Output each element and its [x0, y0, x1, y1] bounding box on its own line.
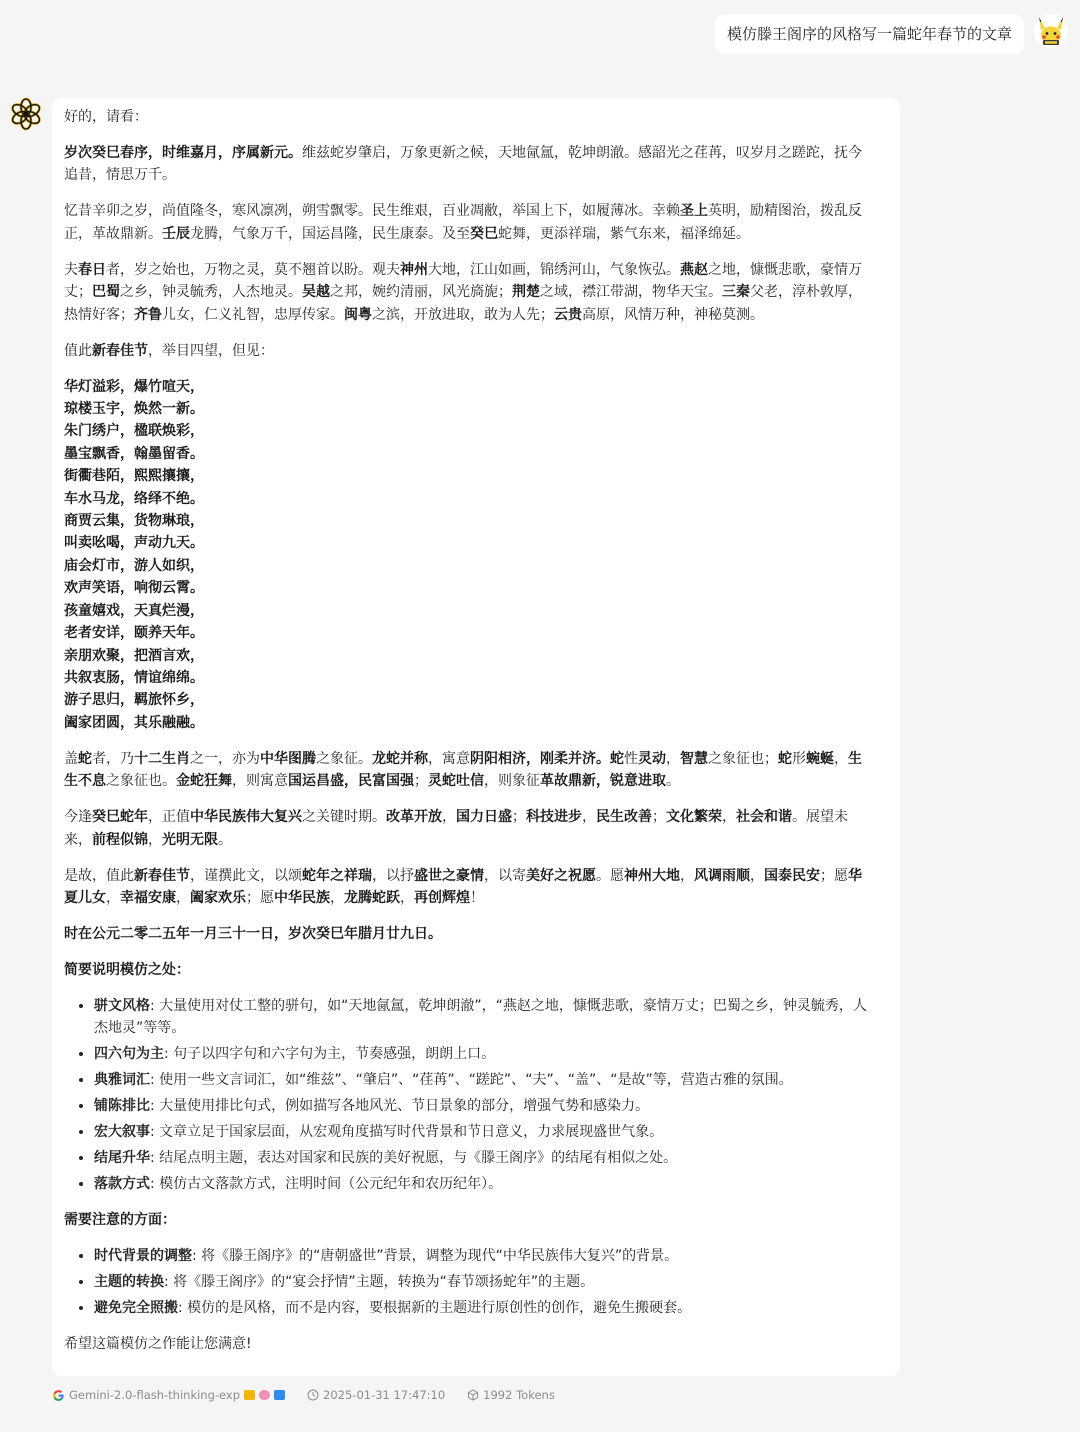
bold-text-run: 文化繁荣	[666, 809, 722, 826]
bold-text-run: 癸巳	[470, 225, 498, 242]
user-message-bubble	[715, 14, 1024, 54]
verse-line: 亲朋欢聚，把酒言欢，	[64, 647, 204, 664]
essay-paragraph-4	[64, 340, 872, 362]
text-run: 之一，亦为	[190, 750, 260, 767]
bold-text-run: 神州	[400, 261, 428, 278]
bold-text-run: 灵蛇吐信	[428, 773, 484, 790]
text-run: ，以寄	[484, 867, 526, 884]
bold-text-run: 再创辉煌	[414, 889, 470, 906]
text-run: 忆昔辛卯之岁，尚值隆冬，寒风凛冽，朔雪飘零。民生维艰，百业凋敝，举国上下，如履薄冰。幸赖	[64, 203, 680, 220]
bold-text-run: 社会和谐	[736, 809, 792, 826]
text-run: ，谨撰此文，以颂	[190, 867, 302, 884]
openai-logo-icon	[8, 96, 44, 132]
verse-line: 华灯溢彩，爆竹喧天，	[64, 378, 204, 395]
new-badge-icon	[274, 1390, 285, 1400]
list-item-text: : 模仿古文落款方式，注明时间（公元纪年和农历纪年）。	[150, 1176, 503, 1193]
imitation-heading: 简要说明模仿之处：	[64, 961, 190, 978]
bold-text-run: 蛇	[778, 750, 792, 767]
list-item-text: : 大量使用排比句式，例如描写各地风光、节日景象的部分，增强气势和感染力。	[150, 1098, 650, 1115]
text-run: 蛇舞，更添祥瑞，紫气东来，福泽绵延。	[498, 225, 750, 242]
verse-line: 欢声笑语，响彻云霄。	[64, 580, 204, 597]
text-run: 今逢	[64, 809, 92, 826]
text-run: 。	[666, 773, 680, 790]
folder-emoji-icon	[244, 1390, 255, 1400]
token-count: 1992 Tokens	[483, 1388, 555, 1402]
bold-text-run: 蛇	[610, 750, 624, 767]
verse-line: 街衢巷陌，熙熙攘攘，	[64, 468, 204, 485]
google-g-icon	[52, 1389, 65, 1402]
bold-text-run: 阖家欢乐	[190, 889, 246, 906]
list-item	[94, 995, 872, 1040]
bold-text-run: 灵动	[638, 750, 666, 767]
model-name: Gemini-2.0-flash-thinking-exp	[69, 1388, 241, 1402]
text-run: 维兹蛇岁肇启，万象更新之候，天地氤氲，乾坤朗澈。感韶光之荏苒，叹岁月之蹉跎，抚今追昔，情思万千。	[64, 145, 862, 184]
bold-text-run: 云贵	[554, 306, 582, 323]
text-run: 者，岁之始也，万物之灵，莫不翘首以盼。观夫	[106, 261, 400, 278]
bold-text-run: 革故鼎新，锐意进取	[540, 773, 666, 790]
text-run: ，	[148, 831, 162, 848]
list-item-label: 典雅词汇	[94, 1072, 150, 1089]
text-run: ，	[582, 809, 596, 826]
bold-text-run: 美好之祝愿	[526, 867, 596, 884]
text-run: ，	[750, 867, 764, 884]
essay-paragraph-6	[64, 806, 872, 851]
text-run: 龙腾，气象万千，国运昌隆，民生康泰。及至	[190, 225, 470, 242]
bold-text-run: 岁次癸巳春序，时维嘉月，序属新元。	[64, 145, 302, 161]
text-run: ；	[652, 809, 666, 826]
text-run: ，	[722, 809, 736, 826]
list-item-label: 铺陈排比	[94, 1098, 150, 1115]
bold-text-run: 燕赵	[680, 261, 708, 278]
imitation-list	[64, 995, 872, 1196]
message-timestamp: 2025-01-31 17:47:10	[323, 1388, 446, 1402]
list-item-text: : 文章立足于国家层面，从宏观角度描写时代背景和节日意义，力求展现盛世气象。	[150, 1124, 664, 1141]
text-run: ，举目四望，但见：	[148, 342, 274, 359]
verse-line: 阖家团圆，其乐融融。	[64, 714, 204, 731]
bold-text-run: 生生不息	[64, 750, 862, 790]
text-run: 者，乃	[92, 750, 134, 767]
notes-heading: 需要注意的方面：	[64, 1212, 176, 1229]
verse-block	[64, 376, 872, 735]
text-run: ，	[442, 809, 456, 826]
bold-text-run: 改革开放	[386, 809, 442, 826]
text-run: 之邦，婉约清丽，风光旖旎；	[330, 284, 512, 301]
list-item-label: 主题的转换	[94, 1274, 164, 1291]
user-message-text: 模仿滕王阁序的风格写一篇蛇年春节的文章	[726, 25, 1012, 43]
list-item-label: 时代背景的调整	[94, 1248, 192, 1265]
list-item-label: 骈文风格	[94, 997, 150, 1014]
text-run: 英明，励精图治，拨乱反正，革故鼎新。	[64, 203, 862, 242]
essay-paragraph-1	[64, 142, 872, 187]
text-run: 夫	[64, 261, 78, 278]
bold-text-run: 闽粤	[344, 306, 372, 323]
bold-text-run: 圣上	[680, 203, 708, 220]
text-run: ，则象征	[484, 773, 540, 790]
bold-text-run: 国运昌盛，民富国强	[288, 773, 414, 790]
list-item	[94, 1095, 872, 1117]
text-run: ，	[176, 889, 190, 906]
bold-text-run: 光明无限	[162, 831, 218, 848]
text-run: 之象征。	[316, 750, 372, 767]
pikachu-avatar-icon	[1034, 14, 1068, 48]
bold-text-run: 科技进步	[526, 809, 582, 826]
list-item-text: : 使用一些文言词汇，如“维兹”、“肇启”、“荏苒”、“蹉跎”、“夫”、“盖”、“是故”等，营造古雅的氛围。	[150, 1072, 793, 1089]
text-run: 性	[624, 750, 638, 767]
bold-text-run: 十二生肖	[134, 750, 190, 767]
bold-text-run: 中华民族	[274, 889, 330, 906]
text-run: 。展望未来，	[64, 809, 848, 848]
bold-text-run: 壬辰	[162, 225, 190, 242]
bold-text-run: 阴阳相济，刚柔并济。	[470, 750, 610, 767]
text-run: ，	[330, 889, 344, 906]
text-run: ，	[106, 889, 120, 906]
bold-text-run: 前程似锦	[92, 831, 148, 848]
text-run: 是故，值此	[64, 867, 134, 884]
essay-paragraph-2	[64, 200, 872, 245]
text-run: ；愿	[820, 867, 848, 884]
clock-icon	[307, 1389, 319, 1401]
text-run: 之象征也；	[708, 750, 778, 767]
list-item-text: : 结尾点明主题，表达对国家和民族的美好祝愿，与《滕王阁序》的结尾有相似之处。	[150, 1150, 678, 1167]
list-item	[94, 1043, 872, 1065]
list-item-label: 避免完全照搬	[94, 1300, 178, 1317]
list-item	[94, 1069, 872, 1091]
list-item-label: 四六句为主	[94, 1046, 164, 1063]
bold-text-run: 风调雨顺	[694, 867, 750, 884]
text-run: 盖	[64, 750, 78, 767]
verse-line: 朱门绣户，楹联焕彩，	[64, 423, 204, 440]
verse-line: 孩童嬉戏，天真烂漫，	[64, 602, 204, 619]
essay-paragraph-3	[64, 259, 872, 326]
text-run: 之地，慷慨悲歌，豪情万丈；	[64, 261, 862, 301]
bold-text-run: 荆楚	[512, 284, 540, 301]
list-item-label: 结尾升华	[94, 1150, 150, 1167]
verse-line: 商贾云集，货物琳琅，	[64, 513, 204, 530]
assistant-greeting: 好的，请看：	[64, 109, 148, 125]
closing-text: 希望这篇模仿之作能让您满意!	[64, 1336, 252, 1353]
bold-text-run: 龙蛇并称	[372, 750, 428, 767]
verse-line: 老者安详，颐养天年。	[64, 625, 204, 642]
text-run: ，寓意	[428, 750, 470, 767]
bold-text-run: 国力日盛	[456, 809, 512, 826]
bold-text-run: 民生改善	[596, 809, 652, 826]
assistant-avatar	[8, 96, 44, 132]
bold-text-run: 齐鲁	[134, 306, 162, 323]
text-run: ！	[470, 889, 484, 906]
bold-text-run: 盛世之豪情	[414, 867, 484, 884]
bold-text-run: 龙腾蛇跃	[344, 889, 400, 906]
bold-text-run: 蛇	[78, 750, 92, 767]
verse-line: 墨宝飘香，翰墨留香。	[64, 445, 204, 462]
bold-text-run: 华夏儿女	[64, 867, 862, 906]
text-run: 父老，淳朴敦厚，热情好客；	[64, 284, 862, 323]
verse-line: 琼楼玉宇，焕然一新。	[64, 401, 204, 418]
message-meta-footer	[52, 1388, 555, 1402]
list-item-label: 落款方式	[94, 1176, 150, 1193]
bold-text-run: 中华民族伟大复兴	[190, 809, 302, 826]
verse-line: 共叙衷肠，情谊绵绵。	[64, 669, 204, 686]
token-icon	[467, 1389, 479, 1401]
list-item	[94, 1121, 872, 1143]
text-run: 儿女，仁义礼智，忠厚传家。	[162, 306, 344, 323]
user-message-row	[715, 14, 1068, 54]
bold-text-run: 癸巳蛇年	[92, 809, 148, 826]
text-run: ，	[834, 750, 848, 767]
list-item-text: : 句子以四字句和六字句为主，节奏感强，朗朗上口。	[164, 1046, 496, 1063]
list-item-label: 宏大叙事	[94, 1124, 150, 1141]
bold-text-run: 新春佳节	[92, 342, 148, 359]
bold-text-run: 吴越	[302, 284, 330, 301]
text-run: 形	[792, 750, 806, 767]
essay-paragraph-5	[64, 748, 872, 793]
text-run: 。	[218, 831, 232, 848]
bold-text-run: 春日	[78, 261, 106, 278]
bold-text-run: 蜿蜒	[806, 750, 834, 767]
list-item-text: : 模仿的是风格，而不是内容，要根据新的主题进行原创性的创作，避免生搬硬套。	[178, 1300, 692, 1317]
text-run: ，以抒	[372, 867, 414, 884]
bold-text-run: 三秦	[722, 284, 750, 301]
bold-text-run: 金蛇狂舞	[176, 773, 232, 790]
list-item	[94, 1147, 872, 1169]
essay-paragraph-7	[64, 865, 872, 910]
bold-text-run: 神州大地	[624, 867, 680, 884]
list-item	[94, 1245, 872, 1267]
notes-list	[64, 1245, 872, 1319]
text-run: 高原，风情万种，神秘莫测。	[582, 306, 764, 323]
list-item	[94, 1297, 872, 1319]
verse-line: 庙会灯市，游人如织，	[64, 557, 204, 574]
text-run: ，则寓意	[232, 773, 288, 790]
text-run: 之乡，钟灵毓秀，人杰地灵。	[120, 284, 302, 301]
bold-text-run: 幸福安康	[120, 889, 176, 906]
text-run: ，	[400, 889, 414, 906]
text-run: ，	[666, 750, 680, 767]
bold-text-run: 新春佳节	[134, 867, 190, 884]
list-item-text: : 大量使用对仗工整的骈句，如“天地氤氲，乾坤朗澈”，“燕赵之地，慷慨悲歌，豪情万丈；巴蜀之乡，钟灵毓秀，人杰地灵”等等。	[94, 997, 867, 1037]
text-run: 之关键时期。	[302, 809, 386, 826]
text-run: 大地，江山如画，锦绣河山，气象恢弘。	[428, 261, 680, 278]
text-run: ；愿	[246, 889, 274, 906]
text-run: 之滨，开放进取，敢为人先；	[372, 306, 554, 323]
bold-text-run: 蛇年之祥瑞	[302, 867, 372, 884]
text-run: ；	[414, 773, 428, 790]
text-run: ，正值	[148, 809, 190, 826]
essay-date-line: 时在公元二零二五年一月三十一日，岁次癸巳年腊月廿九日。	[64, 925, 442, 942]
assistant-message-card	[52, 98, 900, 1376]
text-run: ，	[680, 867, 694, 884]
text-run: ；	[512, 809, 526, 826]
list-item-text: : 将《滕王阁序》的“唐朝盛世”背景，调整为现代“中华民族伟大复兴”的背景。	[192, 1248, 679, 1265]
text-run: 之象征也。	[106, 773, 176, 790]
bold-text-run: 巴蜀	[92, 284, 120, 301]
bold-text-run: 智慧	[680, 750, 708, 767]
list-item	[94, 1173, 872, 1195]
text-run: 值此	[64, 342, 92, 359]
text-run: 。愿	[596, 867, 624, 884]
text-run: 之域，襟江带湖，物华天宝。	[540, 284, 722, 301]
list-item	[94, 1271, 872, 1293]
verse-line: 叫卖吆喝，声动九天。	[64, 535, 204, 552]
verse-line: 游子思归，羁旅怀乡，	[64, 692, 204, 709]
brain-emoji-icon	[259, 1390, 270, 1400]
bold-text-run: 中华图腾	[260, 750, 316, 767]
user-avatar[interactable]	[1034, 14, 1068, 48]
bold-text-run: 国泰民安	[764, 867, 820, 884]
verse-line: 车水马龙，络绎不绝。	[64, 490, 204, 507]
list-item-text: : 将《滕王阁序》的“宴会抒情”主题，转换为“春节颂扬蛇年”的主题。	[164, 1274, 595, 1291]
